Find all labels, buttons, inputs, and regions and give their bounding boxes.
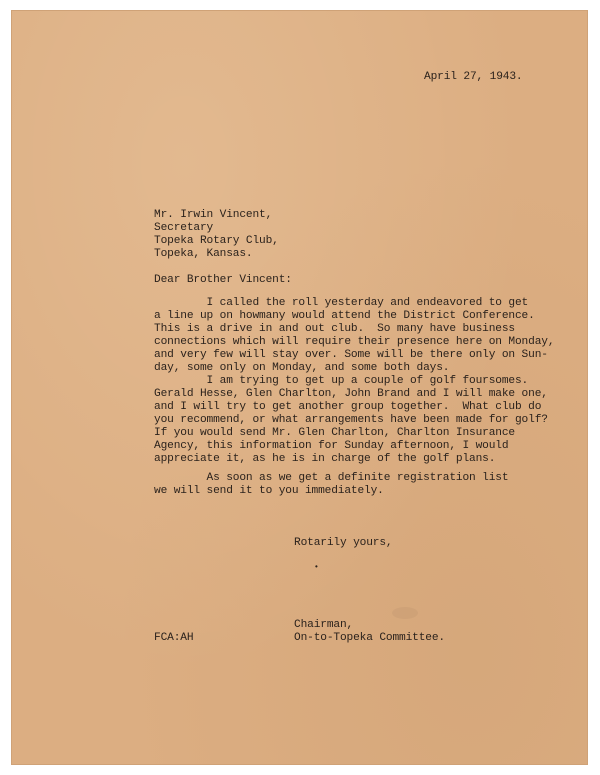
body-line: we will send it to you immediately. xyxy=(154,485,384,497)
body-paragraph-1 xyxy=(154,297,574,375)
recipient-city: Topeka, Kansas. xyxy=(154,248,253,260)
body-line: and I will try to get another group together. What club do xyxy=(154,401,542,413)
signature-mark: • xyxy=(314,563,319,572)
closing: Rotarily yours, xyxy=(294,537,393,549)
reference-initials: FCA:AH xyxy=(154,632,194,644)
body-line: connections which will require their presence here on Monday, xyxy=(154,336,555,348)
recipient-name: Mr. Irwin Vincent, xyxy=(154,209,273,221)
body-line: and very few will stay over. Some will be there only on Sun- xyxy=(154,349,548,361)
body-line: you recommend, or what arrangements have been made for golf? xyxy=(154,414,548,426)
body-paragraph-2 xyxy=(154,375,574,466)
body-line: If you would send Mr. Glen Charlton, Charlton Insurance xyxy=(154,427,515,439)
paper-smudge xyxy=(392,607,418,619)
signer-committee: On-to-Topeka Committee. xyxy=(294,632,445,644)
signer-title: Chairman, xyxy=(294,619,354,631)
body-line: This is a drive in and out club. So many have business xyxy=(154,323,515,335)
body-line: appreciate it, as he is in charge of the golf plans. xyxy=(154,453,496,465)
body-paragraph-3 xyxy=(154,472,574,498)
body-line: Agency, this information for Sunday afternoon, I would xyxy=(154,440,509,452)
letter-date: April 27, 1943. xyxy=(424,71,523,83)
recipient-title: Secretary xyxy=(154,222,214,234)
letter-page xyxy=(12,11,587,764)
body-line: Gerald Hesse, Glen Charlton, John Brand and I will make one, xyxy=(154,388,548,400)
body-line: day, some only on Monday, and some both days. xyxy=(154,362,450,374)
body-line: a line up on howmany would attend the District Conference. xyxy=(154,310,535,322)
salutation: Dear Brother Vincent: xyxy=(154,274,292,286)
body-line: I am trying to get up a couple of golf foursomes. xyxy=(154,375,529,387)
recipient-organization: Topeka Rotary Club, xyxy=(154,235,279,247)
body-line: I called the roll yesterday and endeavored to get xyxy=(154,297,529,309)
body-line: As soon as we get a definite registration list xyxy=(154,472,509,484)
